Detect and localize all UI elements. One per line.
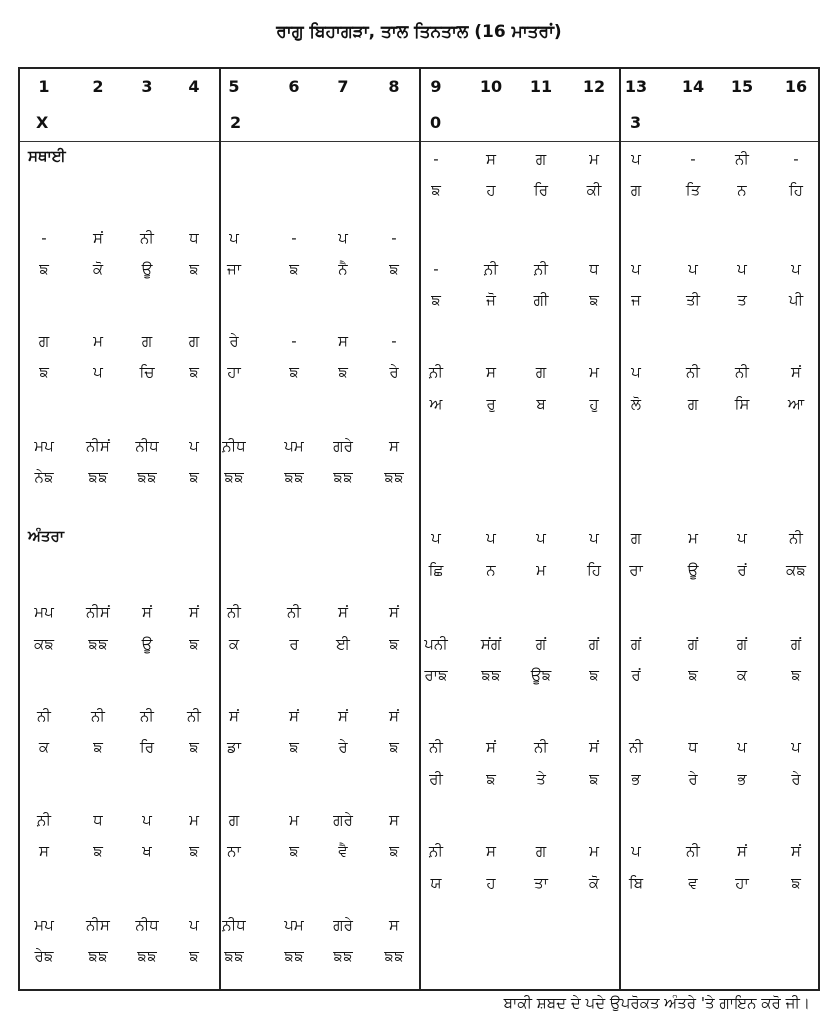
notation-cell: ਪ [142,811,152,829]
notation-cell: ਗ [188,332,200,350]
notation-cell: ਮ [688,529,698,547]
notation-cell: ਹਿ [586,561,602,579]
notation-cell: ਨੀਧ [135,437,159,455]
notation-cell: - [41,229,47,247]
notation-cell: ਭ [737,770,747,788]
notation-cell: ਸਂ [737,842,747,860]
notation-cell: ਤੇ [536,770,546,788]
notation-cell: ਙ [486,770,496,788]
notation-cell: ਸ [39,842,49,860]
notation-cell: ਙ [791,666,801,684]
notation-cell: ਤਾ [534,874,548,892]
notation-cell: ਮ [93,332,103,350]
notation-cell: ਕ [38,738,50,756]
notation-cell: ਗ [141,332,153,350]
notation-cell: ਗਂ [736,635,748,653]
notation-cell: ਧ [688,738,698,756]
notation-cell: ਨ਼ੀ [484,260,498,278]
notation-cell: ਕਙ [786,561,806,579]
notation-cell: ਨੀਸਂ [86,603,110,621]
notation-cell: ਮ [589,842,599,860]
notation-cell: ਨੀ [37,707,51,725]
notation-cell: ਪ [737,260,747,278]
notation-cell: ਸਂ [93,229,103,247]
notation-cell: ਮ [289,811,299,829]
beat-number: 10 [479,77,503,96]
notation-cell: ਙ [189,635,199,653]
notation-cell: ਊ [141,260,153,278]
notation-cell: ਸਂ [189,603,199,621]
notation-cell: ਗ [228,811,240,829]
notation-cell: ਨੀ [91,707,105,725]
notation-cell: ਙ [189,363,199,381]
notation-cell: ਸਂ [289,707,299,725]
notation-cell: ਹਾ [735,874,749,892]
page-title: ਰਾਗੁ ਬਿਹਾਗੜਾ, ਤਾਲ ਤਿਨਤਾਲ (16 ਮਾਤਰਾਂ) [276,22,562,42]
notation-cell: ਕੋ [92,260,104,278]
notation-cell: ਗ [630,529,642,547]
notation-cell: ਙ [289,363,299,381]
notation-cell: ਜਾ [226,260,242,278]
notation-cell: ਰਿ [533,181,549,199]
beat-number: 5 [228,77,240,96]
notation-cell: ਸਂ [791,363,801,381]
notation-cell: ਰਾਙ [424,666,448,684]
notation-cell: ਲੋ [630,395,642,413]
notation-cell: - [391,332,397,350]
notation-cell: ਹ [486,874,496,892]
notation-cell: ਰੇਙ [34,947,54,965]
notation-cell: ਰੇ [389,363,399,381]
notation-cell: ਗਂ [630,635,642,653]
notation-cell: - [793,150,799,168]
notation-cell: ਗਂ [790,635,802,653]
notation-cell: ਙਙ [384,947,404,965]
notation-cell: ਨੀ [735,150,749,168]
notation-cell: ਙ [589,291,599,309]
notation-cell: ਨੀ [227,603,241,621]
notation-cell: ਪ [631,842,641,860]
notation-cell: ਮਪ [34,916,54,934]
notation-cell: ਪ [536,529,546,547]
beat-number: 7 [337,77,349,96]
notation-cell: ਙਙ [88,947,108,965]
notation-cell: ਨ਼ੀਧ [222,437,246,455]
notation-cell: ਜ [631,291,641,309]
notation-cell: ਨੀ [140,229,154,247]
notation-cell: ਙਙ [88,635,108,653]
notation-cell: ਹਾ [227,363,241,381]
notation-cell: ਙ [189,947,199,965]
notation-cell: ਗ [535,842,547,860]
notation-cell: ਨ਼ੀ [429,363,443,381]
notation-cell: - [690,150,696,168]
notation-cell: ਪਮ [284,916,304,934]
notation-cell: ਸਂ [389,603,399,621]
notation-cell: ਪਨੀ [424,635,448,653]
notation-cell: ਊ [687,561,699,579]
notation-cell: ਧ [589,260,599,278]
notation-cell: ਨੇਙ [34,468,54,486]
notation-cell: ਗੀ [533,291,549,309]
notation-cell: ਗਂ [535,635,547,653]
notation-cell: ਸਂ [486,738,496,756]
section-label-sthai: ਸਥਾਈ [28,147,66,165]
notation-cell: ਗਰੇ [333,437,353,455]
notation-cell: ਧ [189,229,199,247]
notation-cell: ਨੀ [187,707,201,725]
notation-cell: ਧ [93,811,103,829]
notation-cell: ਙਙ [88,468,108,486]
notation-cell: ਨੀਸ [86,916,110,934]
notation-cell: ਪ [93,363,103,381]
notation-cell: ਜੋ [486,291,496,309]
notation-cell: ਪ [486,529,496,547]
notation-cell: ਆ [787,395,805,413]
beat-number: 6 [288,77,300,96]
notation-cell: ਬ [536,395,546,413]
notation-cell: ਙ [431,291,441,309]
notation-cell: ਗ [535,363,547,381]
notation-cell: ਹੁ [589,395,599,413]
notation-cell: ਸ [486,842,496,860]
notation-cell: ਙ [189,738,199,756]
beat-number: 9 [430,77,442,96]
notation-cell: ਸਿ [734,395,750,413]
notation-cell: ਨੀ [686,363,700,381]
notation-cell: ਨ [737,181,747,199]
notation-cell: ਪ [791,738,801,756]
notation-cell: ਵ [688,874,698,892]
notation-cell: ਪ [737,738,747,756]
notation-cell: ਨ਼ੀ [534,260,548,278]
notation-cell: ਙ [289,260,299,278]
notation-cell: ਨੀ [686,842,700,860]
notation-cell: ਭ [631,770,641,788]
notation-cell: ਰੀ [429,770,443,788]
notation-cell: ਙਙ [333,468,353,486]
notation-cell: ਙਙ [284,468,304,486]
notation-cell: ਗਰੇ [333,916,353,934]
notation-cell: ਙ [289,842,299,860]
beat-number: 14 [681,77,705,96]
notation-cell: ਗ [535,150,547,168]
taal-mark-2: 2 [230,113,242,132]
notation-cell: ਸਂ [589,738,599,756]
notation-cell: ਕਙ [34,635,54,653]
taal-mark-3: 3 [630,113,642,132]
notation-cell: ਙ [688,666,698,684]
notation-cell: ਨੀਸਂ [86,437,110,455]
beat-number: 1 [38,77,50,96]
notation-cell: ਙ [338,363,348,381]
notation-cell: ਯ [430,874,442,892]
notation-cell: ਛਿ [428,561,444,579]
notation-cell: ਪ [589,529,599,547]
notation-cell: ਸਂ [229,707,239,725]
notation-cell: ਨੈ [338,260,348,278]
notation-cell: ਕ [228,635,240,653]
notation-cell: ਙਙ [224,947,244,965]
notation-cell: ਡਾ [226,738,242,756]
notation-cell: ਤ [737,291,747,309]
notation-cell: ਪ [229,229,239,247]
beat-number: 8 [388,77,400,96]
notation-cell: ਕੋ [588,874,600,892]
notation-cell: ਕ [736,666,748,684]
notation-cell: ਙ [93,738,103,756]
notation-cell: - [433,260,439,278]
notation-cell: ਸ [486,363,496,381]
notation-cell: ਅ [429,395,443,413]
notation-cell: ਬਿ [628,874,644,892]
notation-cell: ਖ [142,842,152,860]
notation-cell: ਰੁ [486,395,496,413]
notation-cell: ਚਿ [139,363,155,381]
beat-number: 13 [624,77,648,96]
notation-cell: ਨੀ [534,738,548,756]
notation-cell: ਙਙ [137,468,157,486]
notation-cell: ਙ [589,666,599,684]
notation-cell: ਹ [486,181,496,199]
beat-number: 11 [529,77,553,96]
beat-number: 15 [730,77,754,96]
beat-number: 16 [784,77,808,96]
notation-cell: ਙ [289,738,299,756]
notation-cell: ਸਂ [389,707,399,725]
notation-cell: ਪੀ [788,291,804,309]
notation-cell: ਗਂ [687,635,699,653]
taal-mark-khali: 0 [430,113,442,132]
beat-number: 3 [141,77,153,96]
notation-cell: ਰੇ [229,332,239,350]
notation-cell: ਙਙ [137,947,157,965]
notation-cell: ਰ [289,635,299,653]
notation-cell: ਗਂ [588,635,600,653]
notation-cell: ਙ [39,260,49,278]
notation-cell: ਪ [189,437,199,455]
notation-cell: ਪ [431,529,441,547]
notation-cell: ਪ [189,916,199,934]
notation-cell: ਙ [389,842,399,860]
notation-cell: ਪ [791,260,801,278]
notation-cell: ਗ [687,395,699,413]
notation-cell: ਸ [338,332,348,350]
notation-cell: ਙ [389,260,399,278]
notation-cell: ਙਙ [384,468,404,486]
notation-cell: ਙਙ [333,947,353,965]
notation-cell: ਰੇ [688,770,698,788]
notation-cell: ਕੀ [586,181,602,199]
notation-cell: ਪ [338,229,348,247]
notation-cell: - [291,229,297,247]
notation-cell: ਨੀ [629,738,643,756]
notation-cell: ਗ [630,181,642,199]
notation-cell: ਮ [189,811,199,829]
notation-cell: ਰਾ [629,561,643,579]
notation-cell: ਪਮ [284,437,304,455]
notation-cell: ਙਙ [224,468,244,486]
notation-cell: ਰਂ [631,666,641,684]
notation-cell: ਨ਼ੀ [429,842,443,860]
notation-cell: ਙ [589,770,599,788]
section-label-antra: ਅੰਤਰਾ [28,527,65,545]
notation-cell: ਨੀ [735,363,749,381]
notation-cell: ਊ [141,635,153,653]
notation-cell: ਪ [631,363,641,381]
notation-cell: ਤਿ [685,181,701,199]
notation-cell: ਨ਼ੀ [37,811,51,829]
notation-cell: ਸਂ [142,603,152,621]
notation-cell: - [433,150,439,168]
notation-cell: ਨਾ [227,842,241,860]
notation-cell: ਸਂ [338,707,348,725]
notation-cell: ਸ [486,150,496,168]
notation-cell: ਸ [389,916,399,934]
notation-cell: ਤੀ [685,291,701,309]
notation-cell: ਵੈ [338,842,348,860]
notation-cell: ਙ [189,842,199,860]
footer-note: ਬਾਕੀ ਸ਼ਬਦ ਦੇ ਪਦੇ ਉਪਰੋਕਤ ਅੰਤਰੇ 'ਤੇ ਗਾਇਨ ਕਰੋ ਜੀ। [503,994,810,1012]
notation-cell: ਨੀ [789,529,803,547]
notation-cell: ਙ [791,874,801,892]
notation-cell: ਗਰੇ [333,811,353,829]
notation-cell: ਈ [336,635,350,653]
notation-cell: - [391,229,397,247]
notation-cell: ਙ [93,842,103,860]
beat-number: 12 [582,77,606,96]
notation-cell: ਰੇ [791,770,801,788]
notation-cell: ਪ [631,260,641,278]
notation-cell: ਙਙ [481,666,501,684]
notation-cell: ਰਂ [737,561,747,579]
notation-cell: ਨੀ [140,707,154,725]
notation-cell: ਸਂ [791,842,801,860]
notation-grid [18,67,820,991]
notation-cell: ਮ [589,363,599,381]
notation-cell: ਮ [589,150,599,168]
notation-cell: ਙ [431,181,441,199]
taal-mark-sam: X [36,113,49,132]
notation-cell: ਙ [189,260,199,278]
notation-cell: ਸਂ [338,603,348,621]
notation-cell: ਮਪ [34,603,54,621]
beat-number: 4 [188,77,200,96]
notation-cell: ਨ਼ੀਧ [222,916,246,934]
notation-cell: ਰੇ [338,738,348,756]
notation-cell: ਮ [536,561,546,579]
notation-cell: ਮਪ [34,437,54,455]
notation-cell: ਙ [39,363,49,381]
notation-cell: ਪ [737,529,747,547]
notation-cell: ਨ [486,561,496,579]
beat-number: 2 [92,77,104,96]
notation-cell: ਸ [389,811,399,829]
notation-cell: ਪ [688,260,698,278]
notation-cell: ਗ [38,332,50,350]
notation-cell: ਙ [389,635,399,653]
notation-cell: - [291,332,297,350]
notation-cell: ਸ [389,437,399,455]
notation-cell: ਨੀਧ [135,916,159,934]
notation-cell: ਸਂਗਂ [480,635,502,653]
notation-cell: ਰਿ [139,738,155,756]
notation-cell: ਪ [631,150,641,168]
notation-cell: ਙ [389,738,399,756]
notation-cell: ਹਿ [788,181,804,199]
notation-cell: ਙਙ [284,947,304,965]
notation-cell: ਊਙ [530,666,552,684]
notation-cell: ਙ [189,468,199,486]
notation-cell: ਨੀ [429,738,443,756]
notation-cell: ਨੀ [287,603,301,621]
